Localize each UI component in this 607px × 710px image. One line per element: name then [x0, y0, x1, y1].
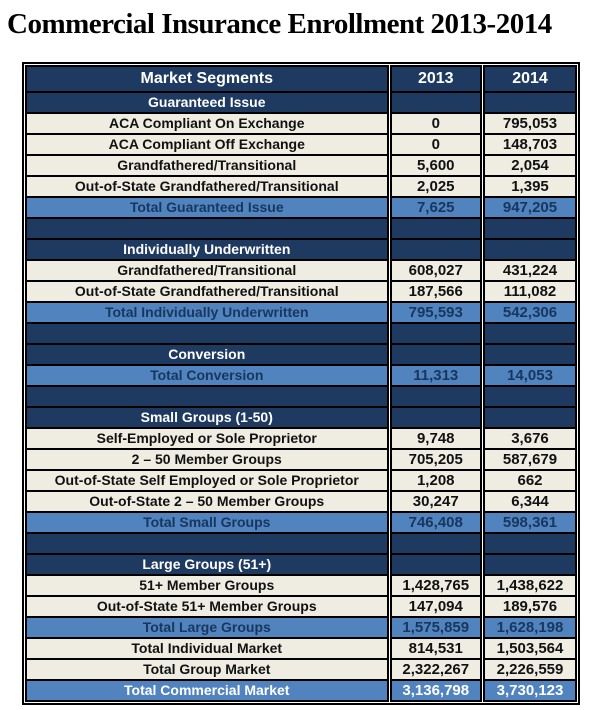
row-label: Out-of-State Grandfathered/Transitional	[26, 176, 389, 197]
value-2013: 1,428,765	[389, 575, 483, 596]
value-2013: 795,593	[389, 302, 483, 323]
header-row	[26, 66, 576, 92]
row-label: 51+ Member Groups	[26, 575, 389, 596]
table-row	[26, 281, 576, 302]
total-row	[26, 512, 576, 533]
value-2014: 947,205	[483, 197, 577, 218]
value-2013	[389, 386, 483, 407]
table-row	[26, 155, 576, 176]
table-row	[26, 659, 576, 680]
row-label: Total Conversion	[26, 365, 389, 386]
value-2013: 0	[389, 113, 483, 134]
value-2013: 0	[389, 134, 483, 155]
row-label: 2 – 50 Member Groups	[26, 449, 389, 470]
value-2013: 705,205	[389, 449, 483, 470]
row-label: Total Guaranteed Issue	[26, 197, 389, 218]
value-2014: 1,395	[483, 176, 577, 197]
value-2013: 746,408	[389, 512, 483, 533]
column-header-2014: 2014	[483, 66, 577, 92]
value-2013: 187,566	[389, 281, 483, 302]
value-2013: 11,313	[389, 365, 483, 386]
total-row	[26, 197, 576, 218]
value-2013: 30,247	[389, 491, 483, 512]
value-2013	[389, 218, 483, 239]
table-row	[26, 491, 576, 512]
row-label: Total Individual Market	[26, 638, 389, 659]
column-header-2013: 2013	[389, 66, 483, 92]
row-label: Grandfathered/Transitional	[26, 155, 389, 176]
value-2014	[483, 323, 577, 344]
table-row	[26, 449, 576, 470]
value-2013: 7,625	[389, 197, 483, 218]
row-label: Out-of-State 2 – 50 Member Groups	[26, 491, 389, 512]
row-label	[26, 218, 389, 239]
value-2014: 14,053	[483, 365, 577, 386]
value-2013: 608,027	[389, 260, 483, 281]
value-2014: 3,730,123	[483, 680, 577, 701]
value-2013	[389, 239, 483, 260]
section-header-row	[26, 554, 576, 575]
value-2013: 2,322,267	[389, 659, 483, 680]
value-2014: 111,082	[483, 281, 577, 302]
row-label: Individually Underwritten	[26, 239, 389, 260]
enrollment-table	[25, 65, 577, 702]
value-2014: 662	[483, 470, 577, 491]
row-label: Total Individually Underwritten	[26, 302, 389, 323]
value-2013	[389, 344, 483, 365]
row-label	[26, 533, 389, 554]
table-row	[26, 575, 576, 596]
row-label: Total Group Market	[26, 659, 389, 680]
row-label: Total Commercial Market	[26, 680, 389, 701]
value-2014: 598,361	[483, 512, 577, 533]
row-label: ACA Compliant Off Exchange	[26, 134, 389, 155]
page-title: Commercial Insurance Enrollment 2013-2014	[7, 8, 552, 40]
table-row	[26, 596, 576, 617]
spacer-row	[26, 323, 576, 344]
value-2014: 2,054	[483, 155, 577, 176]
row-label: Guaranteed Issue	[26, 92, 389, 113]
table-row	[26, 428, 576, 449]
total-row	[26, 617, 576, 638]
row-label	[26, 323, 389, 344]
value-2014	[483, 533, 577, 554]
row-label: Total Large Groups	[26, 617, 389, 638]
row-label: Small Groups (1-50)	[26, 407, 389, 428]
value-2014	[483, 554, 577, 575]
row-label	[26, 386, 389, 407]
row-label: Self-Employed or Sole Proprietor	[26, 428, 389, 449]
total-row	[26, 302, 576, 323]
value-2014	[483, 407, 577, 428]
section-header-row	[26, 92, 576, 113]
value-2014: 2,226,559	[483, 659, 577, 680]
value-2013: 1,208	[389, 470, 483, 491]
value-2014: 431,224	[483, 260, 577, 281]
value-2013	[389, 323, 483, 344]
table-row	[26, 470, 576, 491]
spacer-row	[26, 533, 576, 554]
table-row	[26, 113, 576, 134]
value-2014	[483, 218, 577, 239]
section-header-row	[26, 407, 576, 428]
value-2014: 189,576	[483, 596, 577, 617]
value-2013: 147,094	[389, 596, 483, 617]
table-body	[26, 92, 576, 701]
value-2013: 2,025	[389, 176, 483, 197]
row-label: Out-of-State 51+ Member Groups	[26, 596, 389, 617]
table-row	[26, 176, 576, 197]
spacer-row	[26, 218, 576, 239]
value-2013: 814,531	[389, 638, 483, 659]
value-2014: 1,438,622	[483, 575, 577, 596]
table-row	[26, 134, 576, 155]
value-2014: 1,628,198	[483, 617, 577, 638]
row-label: Total Small Groups	[26, 512, 389, 533]
value-2013	[389, 533, 483, 554]
value-2013: 9,748	[389, 428, 483, 449]
value-2013: 1,575,859	[389, 617, 483, 638]
value-2013	[389, 407, 483, 428]
value-2014	[483, 92, 577, 113]
value-2013: 5,600	[389, 155, 483, 176]
row-label: Large Groups (51+)	[26, 554, 389, 575]
value-2013: 3,136,798	[389, 680, 483, 701]
value-2014: 1,503,564	[483, 638, 577, 659]
value-2014	[483, 239, 577, 260]
enrollment-table-frame	[22, 62, 580, 705]
total-row	[26, 365, 576, 386]
grand-total-row	[26, 680, 576, 701]
column-header-market-segments: Market Segments	[26, 66, 389, 92]
value-2013	[389, 92, 483, 113]
value-2014: 6,344	[483, 491, 577, 512]
value-2014: 795,053	[483, 113, 577, 134]
row-label: Out-of-State Grandfathered/Transitional	[26, 281, 389, 302]
table-row	[26, 638, 576, 659]
value-2014: 3,676	[483, 428, 577, 449]
value-2014	[483, 386, 577, 407]
row-label: Grandfathered/Transitional	[26, 260, 389, 281]
spacer-row	[26, 386, 576, 407]
value-2014: 587,679	[483, 449, 577, 470]
value-2014: 542,306	[483, 302, 577, 323]
row-label: Conversion	[26, 344, 389, 365]
table-row	[26, 260, 576, 281]
row-label: ACA Compliant On Exchange	[26, 113, 389, 134]
value-2014	[483, 344, 577, 365]
section-header-row	[26, 344, 576, 365]
value-2013	[389, 554, 483, 575]
section-header-row	[26, 239, 576, 260]
value-2014: 148,703	[483, 134, 577, 155]
row-label: Out-of-State Self Employed or Sole Proprietor	[26, 470, 389, 491]
